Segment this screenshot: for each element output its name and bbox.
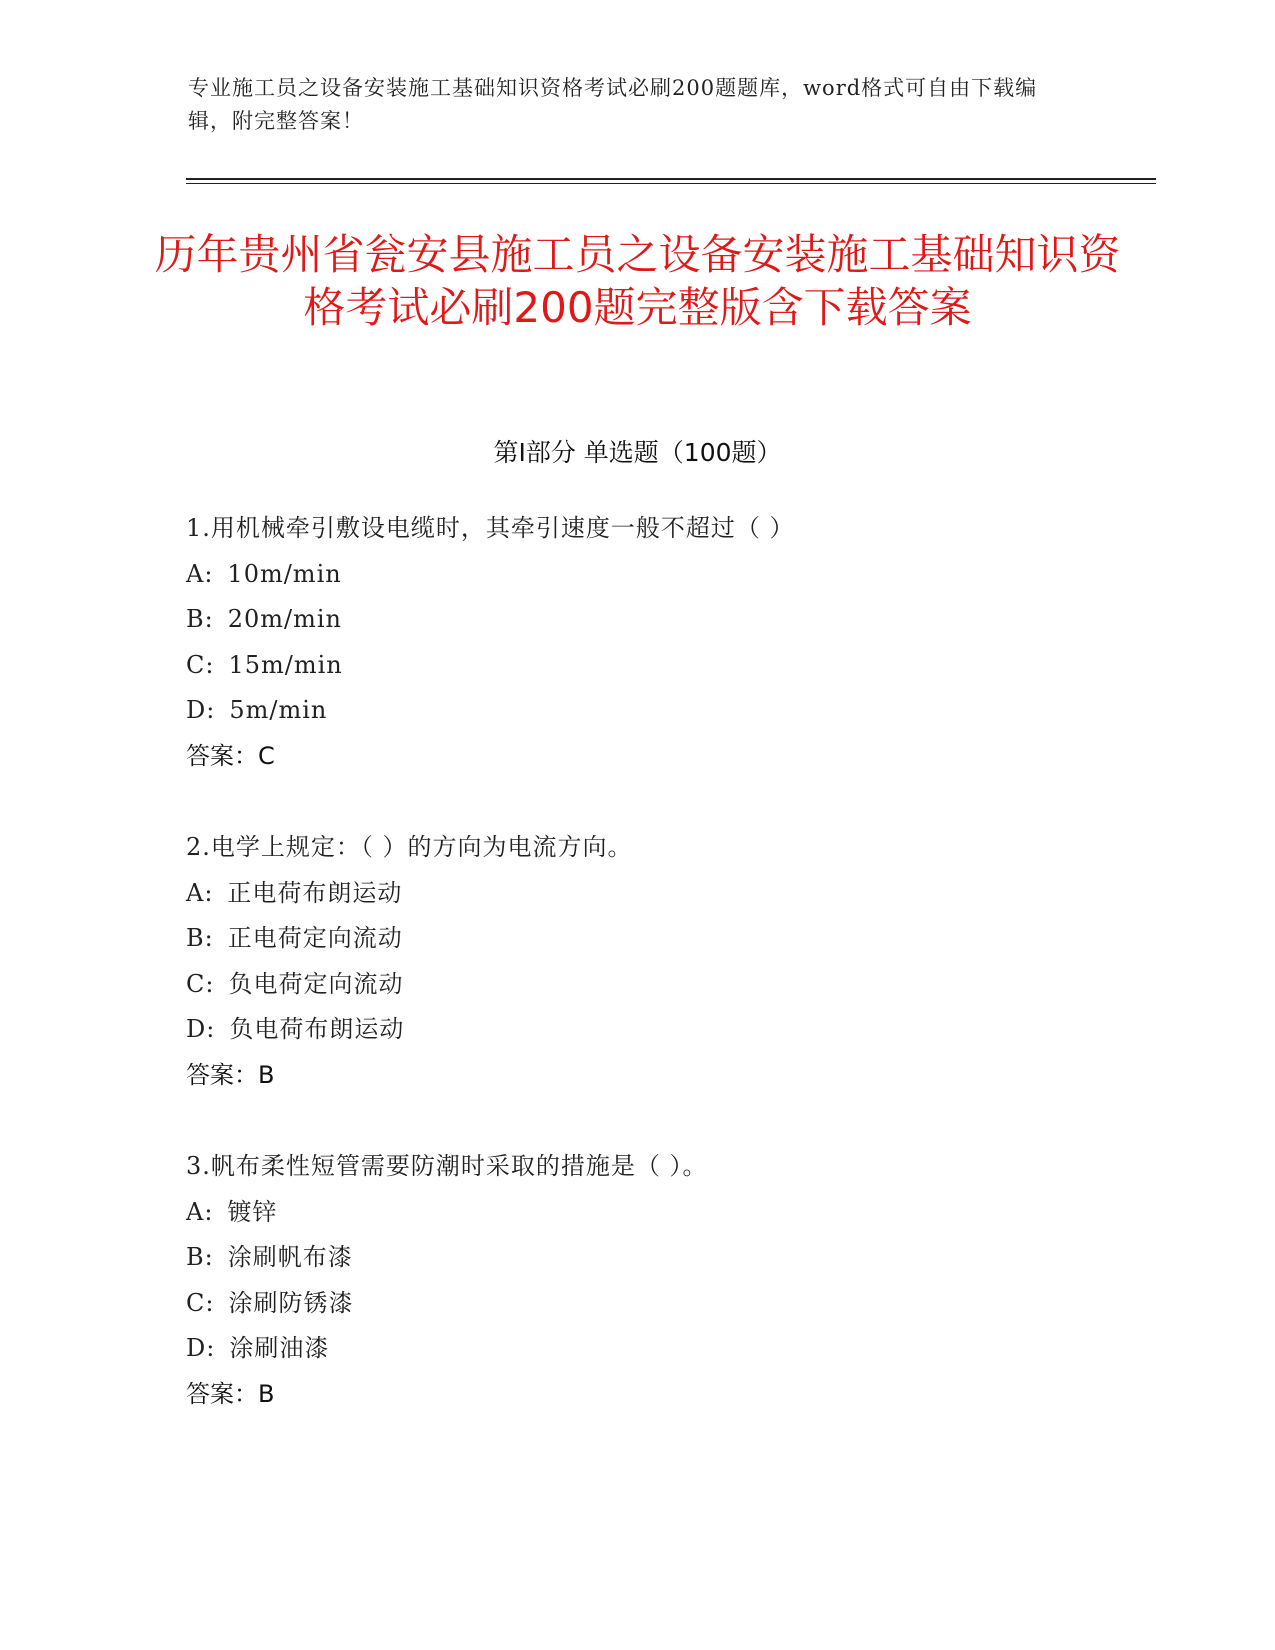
option-text: 正电荷定向流动: [227, 924, 403, 952]
option-letter: D:: [186, 696, 216, 724]
option-b: [186, 1235, 1086, 1281]
option-text: 负电荷定向流动: [228, 969, 404, 998]
header-divider-thin: [186, 183, 1156, 184]
option-letter: B:: [186, 924, 214, 952]
option-text: 5m/min: [229, 696, 328, 724]
answer-line: 答案：B: [186, 1060, 275, 1089]
option-letter: B:: [186, 605, 214, 633]
option-text: 负电荷布朗运动: [229, 1015, 405, 1043]
header-divider-thick: [186, 178, 1156, 180]
option-a: [186, 552, 1086, 598]
question-3: [186, 1144, 1086, 1417]
document-title: 历年贵州省瓮安县施工员之设备安装施工基础知识资格考试必刷200题完整版含下载答案: [154, 230, 1121, 332]
question-stem: 1.用机械牵引敷设电缆时，其牵引速度一般不超过（ ）: [186, 514, 795, 542]
option-letter: C:: [186, 1288, 215, 1317]
option-c: [186, 1281, 1086, 1327]
option-text: 15m/min: [228, 650, 343, 679]
question-2: [186, 825, 1086, 1098]
option-letter: A:: [186, 878, 214, 907]
option-text: 10m/min: [227, 559, 342, 588]
question-stem: 3.帆布柔性短管需要防潮时采取的措施是（ ）。: [186, 1152, 708, 1180]
option-b: [186, 916, 1086, 962]
option-letter: B:: [186, 1243, 214, 1271]
option-d: [186, 1007, 1086, 1053]
header-note: 专业施工员之设备安装施工基础知识资格考试必刷200题题库，word格式可自由下载编辑，附完整答案！: [188, 76, 1038, 133]
answer-line: 答案：C: [186, 741, 275, 770]
section-heading: 第I部分 单选题（100题）: [493, 438, 782, 467]
option-d: [186, 1326, 1086, 1372]
option-a: [186, 1190, 1086, 1236]
option-letter: C:: [186, 969, 215, 998]
option-letter: D:: [186, 1015, 216, 1043]
option-letter: D:: [186, 1334, 216, 1362]
option-text: 镀锌: [227, 1197, 278, 1226]
option-a: [186, 871, 1086, 917]
option-letter: A:: [186, 559, 214, 588]
option-c: [186, 643, 1086, 689]
question-stem: 2.电学上规定：（ ）的方向为电流方向。: [186, 833, 633, 861]
option-text: 涂刷帆布漆: [227, 1243, 353, 1271]
option-text: 20m/min: [227, 605, 343, 633]
option-letter: A:: [186, 1197, 214, 1226]
question-1: [186, 506, 1086, 779]
option-text: 正电荷布朗运动: [227, 878, 403, 907]
option-text: 涂刷防锈漆: [228, 1288, 354, 1317]
option-d: [186, 688, 1086, 734]
answer-line: 答案：B: [186, 1379, 275, 1408]
option-b: [186, 597, 1086, 643]
option-text: 涂刷油漆: [229, 1334, 330, 1362]
option-letter: C:: [186, 650, 215, 679]
option-c: [186, 962, 1086, 1008]
